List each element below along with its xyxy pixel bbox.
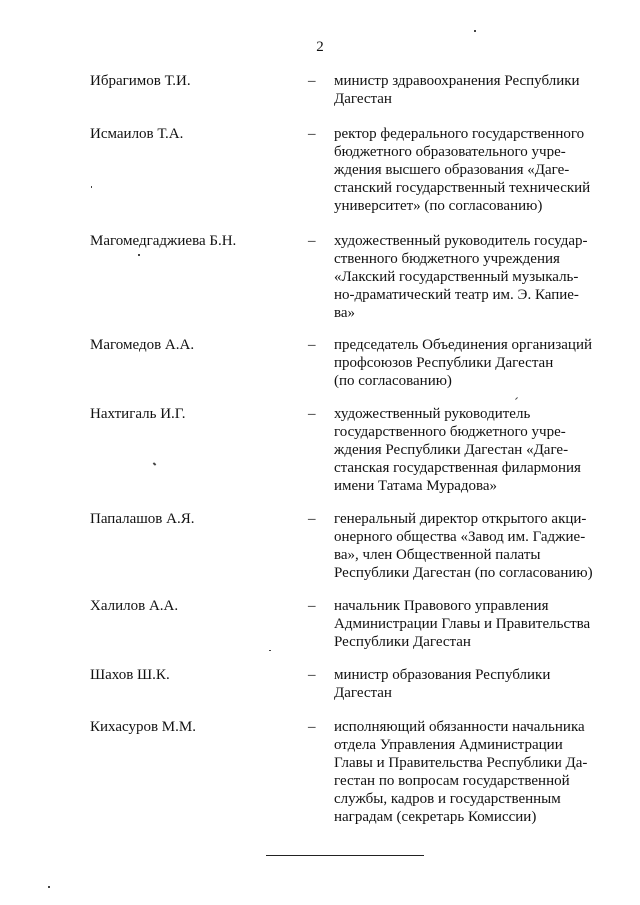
position-line: министр образования Республики bbox=[334, 667, 551, 683]
position-line: онерного общества «Завод им. Гаджие- bbox=[334, 529, 586, 545]
position-line: станская государственная филармония bbox=[334, 460, 581, 476]
position-line: станский государственный технический bbox=[334, 180, 591, 196]
member-name: Исмаилов Т.А. bbox=[90, 126, 184, 142]
position-line: но-драматический театр им. Э. Капие- bbox=[334, 287, 579, 303]
position-line: Республики Дагестан bbox=[334, 634, 471, 650]
member-name: Ибрагимов Т.И. bbox=[90, 73, 191, 89]
position-line: ственного бюджетного учреждения bbox=[334, 251, 560, 267]
member-dash: – bbox=[308, 73, 316, 89]
member-name: Папалашов А.Я. bbox=[90, 511, 195, 527]
position-line: Главы и Правительства Республики Да- bbox=[334, 755, 588, 771]
position-line: Дагестан bbox=[334, 685, 392, 701]
scan-speck bbox=[515, 397, 518, 400]
member-position bbox=[334, 510, 598, 582]
position-line: генеральный директор открытого акци- bbox=[334, 511, 587, 527]
member-position bbox=[334, 718, 598, 826]
position-line: «Лакский государственный музыкаль- bbox=[334, 269, 579, 285]
position-line: службы, кадров и государственным bbox=[334, 791, 561, 807]
member-name: Нахтигаль И.Г. bbox=[90, 406, 186, 422]
position-line: председатель Объединения организаций bbox=[334, 337, 592, 353]
member-name: Магомедов А.А. bbox=[90, 337, 195, 353]
member-dash: – bbox=[308, 667, 316, 683]
position-line: отдела Управления Администрации bbox=[334, 737, 563, 753]
member-name: Кихасуров М.М. bbox=[90, 719, 196, 735]
member-dash: – bbox=[308, 126, 316, 142]
member-position bbox=[334, 405, 598, 495]
member-position bbox=[334, 72, 598, 108]
position-line: исполняющий обязанности начальника bbox=[334, 719, 585, 735]
member-position bbox=[334, 597, 598, 651]
position-line: Администрации Главы и Правительства bbox=[334, 616, 591, 632]
position-line: ва», член Общественной палаты bbox=[334, 547, 541, 563]
position-line: художественный руководитель bbox=[334, 406, 531, 422]
member-dash: – bbox=[308, 337, 316, 353]
position-line: ва» bbox=[334, 305, 356, 321]
position-line: наградам (секретарь Комиссии) bbox=[334, 809, 537, 825]
position-line: имени Татама Мурадова» bbox=[334, 478, 498, 494]
position-line: бюджетного образовательного учре- bbox=[334, 144, 566, 160]
position-line: государственного бюджетного учре- bbox=[334, 424, 566, 440]
scan-speck bbox=[474, 30, 476, 32]
scan-speck bbox=[138, 254, 140, 256]
position-line: Дагестан bbox=[334, 91, 392, 107]
member-position bbox=[334, 125, 598, 215]
page-number: 2 bbox=[316, 39, 324, 55]
position-line: Республики Дагестан (по согласованию) bbox=[334, 565, 593, 581]
position-line: университет» (по согласованию) bbox=[334, 198, 543, 214]
position-line: министр здравоохранения Республики bbox=[334, 73, 580, 89]
scan-speck bbox=[269, 650, 271, 651]
position-line: (по согласованию) bbox=[334, 373, 452, 389]
position-line: ректор федерального государственного bbox=[334, 126, 585, 142]
scan-speck bbox=[153, 462, 157, 465]
position-line: гестан по вопросам государственной bbox=[334, 773, 570, 789]
member-dash: – bbox=[308, 233, 316, 249]
scan-speck bbox=[48, 886, 50, 888]
member-dash: – bbox=[308, 598, 316, 614]
position-line: художественный руководитель государ- bbox=[334, 233, 588, 249]
member-dash: – bbox=[308, 719, 316, 735]
member-name: Шахов Ш.К. bbox=[90, 667, 170, 683]
position-line: начальник Правового управления bbox=[334, 598, 549, 614]
member-position bbox=[334, 336, 598, 390]
member-position bbox=[334, 232, 598, 322]
member-dash: – bbox=[308, 511, 316, 527]
scan-speck bbox=[91, 186, 92, 188]
member-dash: – bbox=[308, 406, 316, 422]
member-position bbox=[334, 666, 598, 702]
position-line: профсоюзов Республики Дагестан bbox=[334, 355, 554, 371]
position-line: ждения Республики Дагестан «Даге- bbox=[334, 442, 569, 458]
position-line: ждения высшего образования «Даге- bbox=[334, 162, 570, 178]
member-name: Магомедгаджиева Б.Н. bbox=[90, 233, 237, 249]
member-name: Халилов А.А. bbox=[90, 598, 179, 614]
closing-rule bbox=[266, 855, 424, 856]
